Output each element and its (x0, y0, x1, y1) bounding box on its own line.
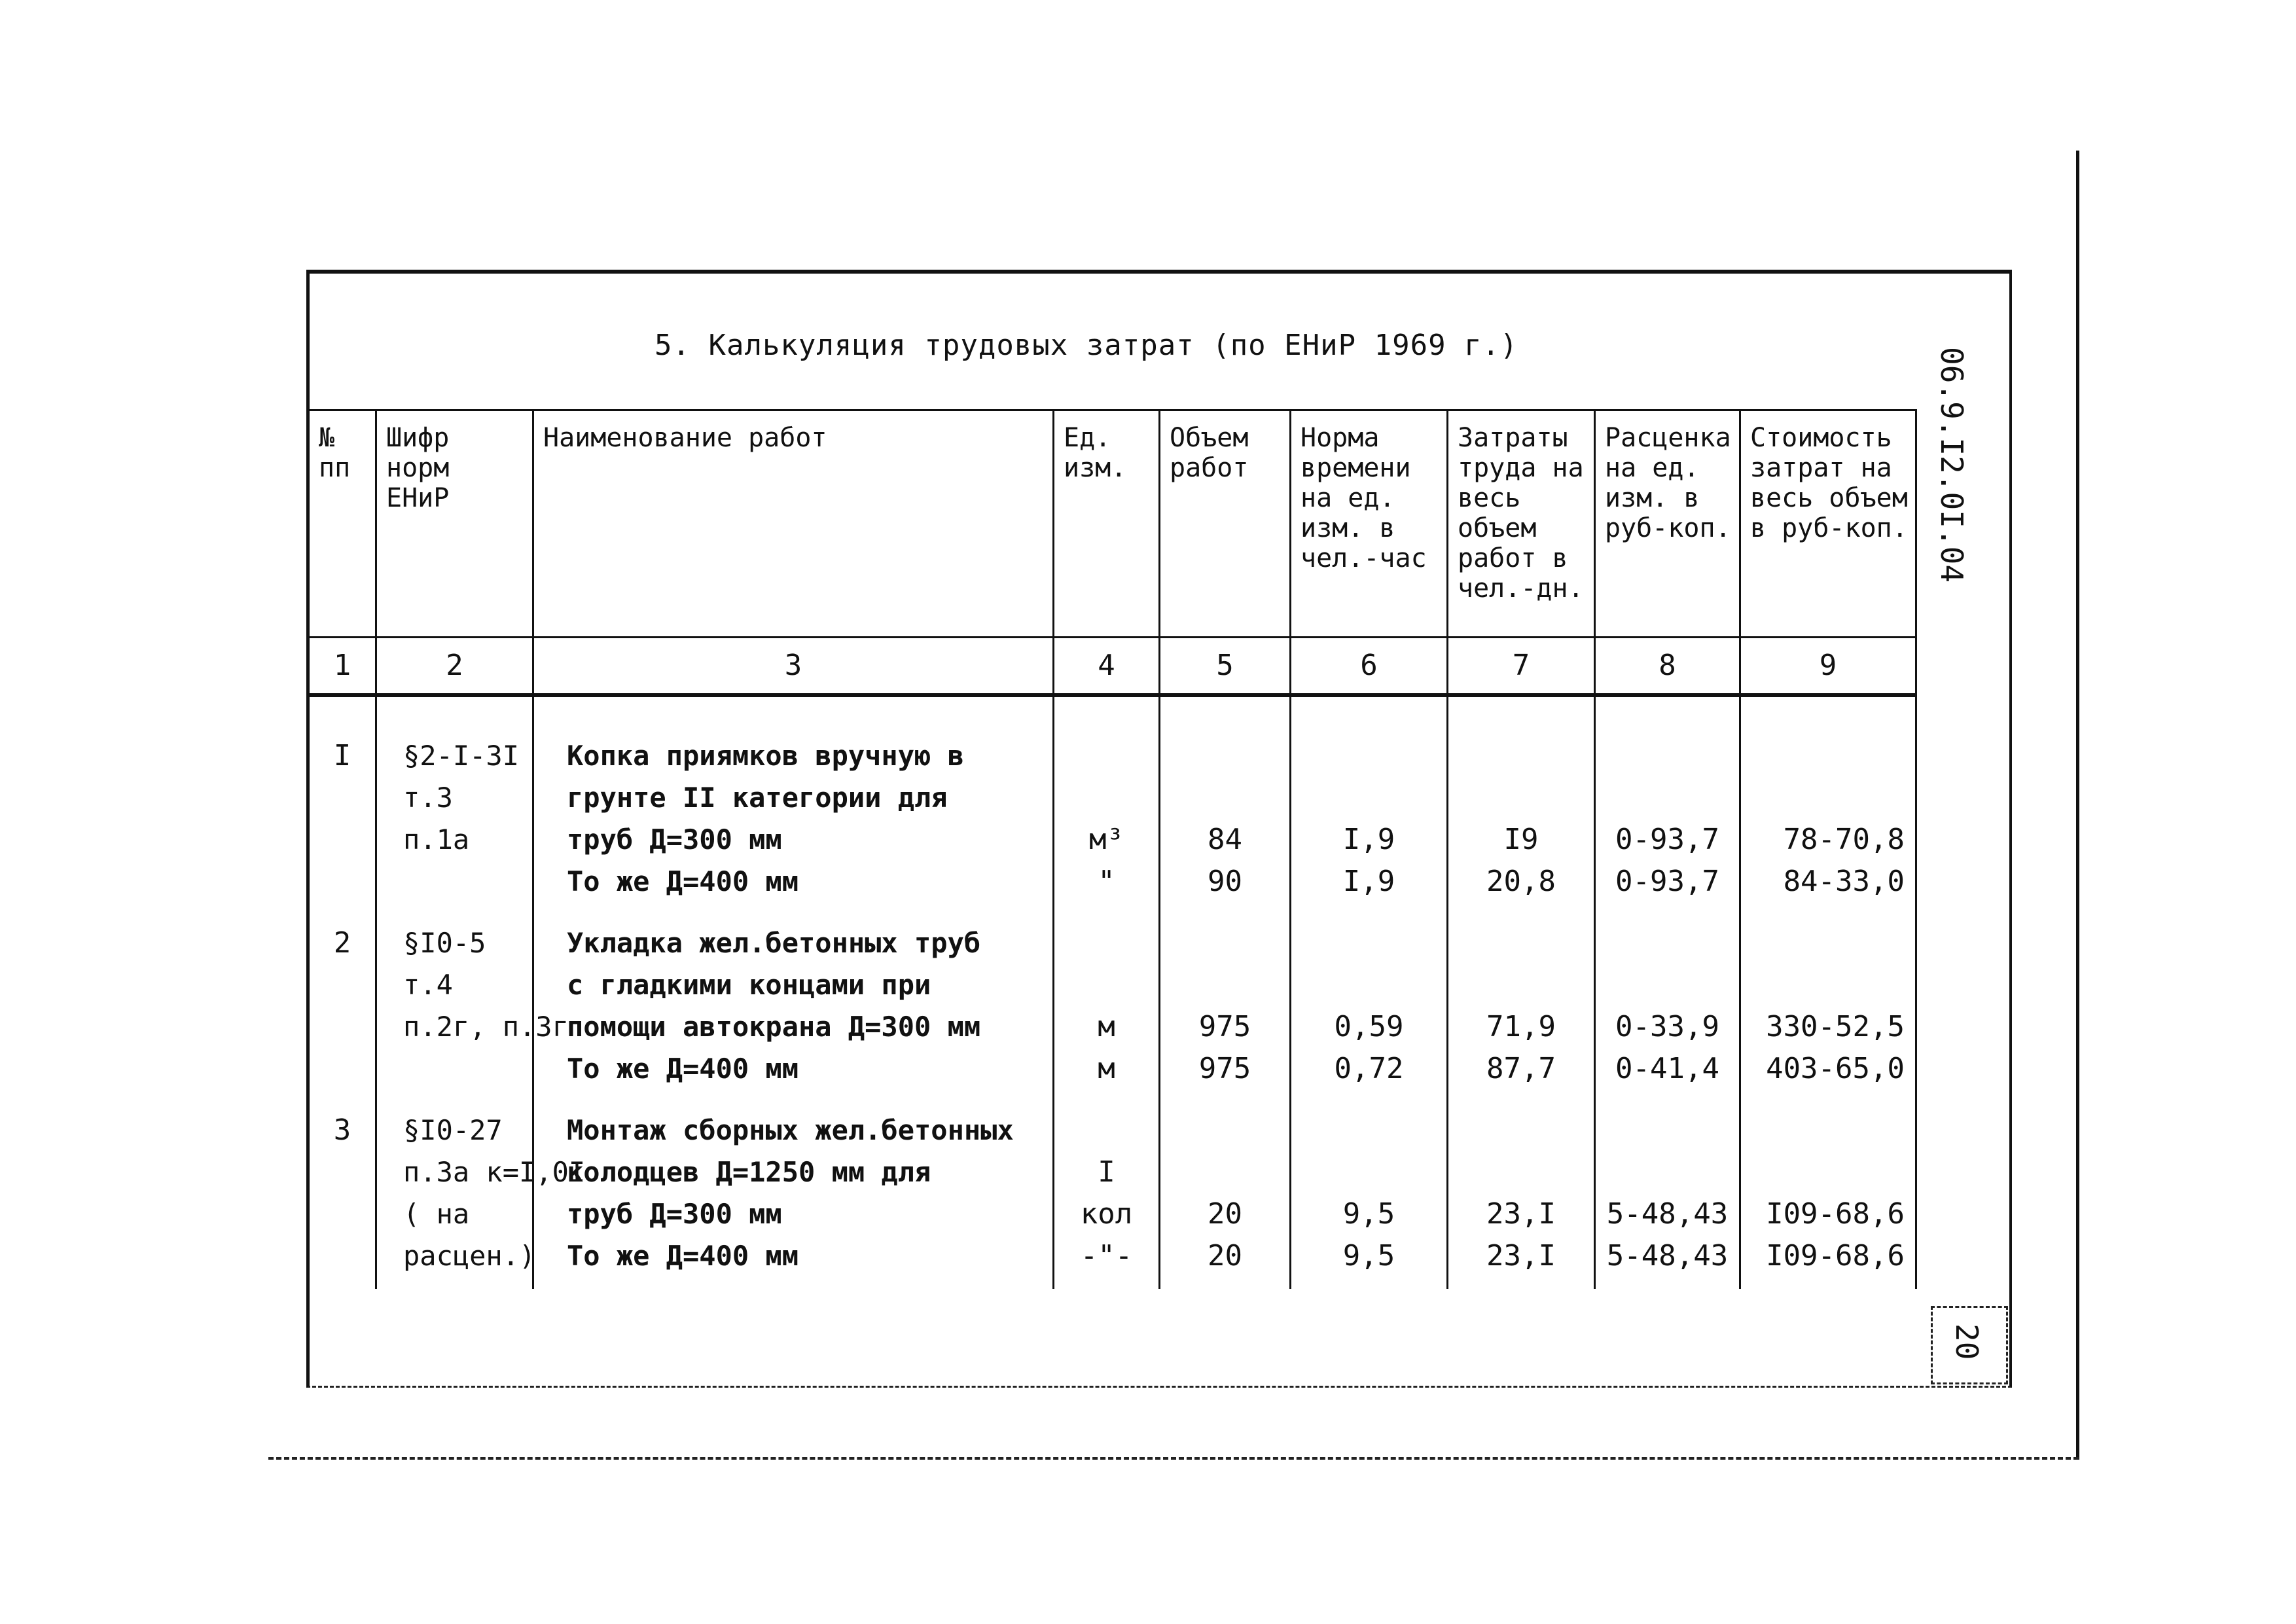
table-cell-cost (1740, 903, 1916, 1090)
cell-line (310, 777, 375, 819)
cell-line (1054, 964, 1158, 1006)
cell-line (1741, 922, 1915, 964)
cell-line: 330-52,5 (1766, 1010, 1905, 1043)
cell-line (1741, 964, 1915, 1006)
cell-line: 71,9 (1486, 1010, 1556, 1043)
cell-line (1596, 922, 1739, 964)
cell-line: §I0-27 (403, 1114, 503, 1146)
cell-line: 78-70,8 (1783, 823, 1905, 856)
cell-line: м (1098, 1052, 1115, 1085)
cell-line: 23,I (1486, 1197, 1556, 1231)
cell-line (1596, 1110, 1739, 1151)
cell-line: 0-33,9 (1615, 1010, 1719, 1043)
cell-line: -"- (1080, 1239, 1133, 1272)
cell-line: п.3а к=I,0I (403, 1156, 586, 1188)
cell-line: 2 (333, 926, 351, 960)
table-cell-num (309, 903, 376, 1090)
cell-line: п.2г, п.3г (403, 1011, 569, 1043)
cell-line: 20,8 (1486, 865, 1556, 898)
cell-line: 0-93,7 (1615, 865, 1719, 898)
cell-line (1291, 964, 1446, 1006)
header-cell: Стоимость затрат на весь объем в руб-коп. (1740, 410, 1916, 638)
cell-line: т.3 (403, 782, 453, 814)
column-number: 6 (1291, 638, 1448, 696)
cell-line (377, 861, 532, 903)
cell-line: I09-68,6 (1766, 1197, 1905, 1231)
table-cell-name (533, 695, 1054, 903)
cell-line (377, 1048, 532, 1090)
cell-line (1291, 1151, 1446, 1193)
header-cell: Шифр норм ЕНиР (376, 410, 533, 638)
table-cell-unit (1054, 695, 1160, 903)
cell-line (1160, 922, 1289, 964)
cell-line: кол (1080, 1197, 1133, 1231)
cell-line: 0-93,7 (1615, 823, 1719, 856)
cell-line (1448, 735, 1594, 777)
header-cell: № пп (309, 410, 376, 638)
cell-line (1741, 1151, 1915, 1193)
cell-line (310, 1151, 375, 1193)
cell-line: 403-65,0 (1766, 1052, 1905, 1085)
cell-line: п.1а (403, 823, 470, 856)
cell-line: 0,59 (1334, 1010, 1404, 1043)
cell-line: колодцев Д=1250 мм для (567, 1156, 931, 1188)
cell-line (1448, 1151, 1594, 1193)
cell-line: труб Д=300 мм (567, 1198, 782, 1230)
cell-line: грунте II категории для (567, 782, 948, 814)
cell-line: труб Д=300 мм (567, 823, 782, 856)
cell-line (1054, 735, 1158, 777)
table-cell-volume (1160, 903, 1291, 1090)
cell-line: ( на (403, 1198, 470, 1230)
cell-line: §2-I-3I (403, 740, 520, 772)
table-cell-volume (1160, 695, 1291, 903)
cell-line (1448, 1110, 1594, 1151)
header-cell: Расценка на ед. изм. в руб-коп. (1595, 410, 1740, 638)
cell-line (1160, 777, 1289, 819)
cell-line (310, 964, 375, 1006)
cell-line (1160, 735, 1289, 777)
cell-line: I,9 (1342, 823, 1395, 856)
cell-line (1448, 922, 1594, 964)
table-body (309, 695, 1916, 1289)
table-cell-code (376, 1090, 586, 1289)
cell-line: 90 (1208, 865, 1242, 898)
table-row (309, 1090, 1916, 1289)
cell-line: То же Д=400 мм (567, 1240, 799, 1272)
cell-line: 9,5 (1342, 1197, 1395, 1231)
table-cell-code (376, 903, 569, 1090)
cell-line (310, 861, 375, 903)
header-cell: Норма времени на ед. изм. в чел.-час (1291, 410, 1448, 638)
cell-line: 84 (1208, 823, 1242, 856)
column-number: 1 (309, 638, 376, 696)
table-cell-name (533, 1090, 1054, 1289)
column-number: 2 (376, 638, 533, 696)
cell-line (1741, 1110, 1915, 1151)
cell-line: 975 (1198, 1010, 1251, 1043)
cell-line (310, 819, 375, 861)
cell-line (1596, 777, 1739, 819)
page-number: 20 (1949, 1324, 1984, 1360)
table-cell-labor (1448, 1090, 1595, 1289)
header-cell: Затраты труда на весь объем работ в чел.-дн. (1448, 410, 1595, 638)
table-cell-unit (1054, 903, 1160, 1090)
table-cell-norm (1291, 1090, 1448, 1289)
cell-line: То же Д=400 мм (567, 1053, 799, 1085)
cell-line: 3 (333, 1113, 351, 1147)
cell-line: т.4 (403, 969, 453, 1001)
cell-line: 975 (1198, 1052, 1251, 1085)
cell-line (1291, 922, 1446, 964)
cell-line (1054, 777, 1158, 819)
cell-line (1291, 735, 1446, 777)
cell-line (1054, 922, 1158, 964)
table-cell-cost (1740, 695, 1916, 903)
table-cell-num (309, 695, 376, 903)
cell-line (1160, 964, 1289, 1006)
margin-line-bottom (268, 1457, 2079, 1460)
cell-line: 5-48,43 (1606, 1239, 1729, 1272)
cell-line: 9,5 (1342, 1239, 1395, 1272)
table-cell-norm (1291, 903, 1448, 1090)
cell-line (310, 1235, 375, 1277)
cell-line: I (333, 739, 351, 772)
column-number: 9 (1740, 638, 1916, 696)
column-number: 3 (533, 638, 1054, 696)
cell-line: 0-41,4 (1615, 1052, 1719, 1085)
cell-line (1291, 1110, 1446, 1151)
table-cell-rate (1595, 903, 1740, 1090)
table-cell-code (376, 695, 533, 903)
cell-line: 84-33,0 (1783, 865, 1905, 898)
cell-line: " (1098, 865, 1115, 898)
table-row (309, 695, 1916, 903)
cell-line (1596, 735, 1739, 777)
cell-line (1448, 964, 1594, 1006)
cell-line: помощи автокрана Д=300 мм (567, 1011, 981, 1043)
column-number-row (309, 638, 1916, 696)
table-header-row (309, 410, 1916, 638)
cell-line: I9 (1503, 823, 1539, 856)
cell-line (1054, 1110, 1158, 1151)
column-number: 8 (1595, 638, 1740, 696)
cell-line: I09-68,6 (1766, 1239, 1905, 1272)
cell-line (1160, 1110, 1289, 1151)
cell-line: §I0-5 (403, 927, 486, 959)
cell-line: Копка приямков вручную в (567, 740, 964, 772)
cell-line (1741, 777, 1915, 819)
cell-line: 5-48,43 (1606, 1197, 1729, 1231)
cell-line (1160, 1151, 1289, 1193)
cell-line (1741, 735, 1915, 777)
header-cell: Наименование работ (533, 410, 1054, 638)
table-cell-num (309, 1090, 376, 1289)
cell-line: I,9 (1342, 865, 1395, 898)
table-cell-volume (1160, 1090, 1291, 1289)
document-title: 5. Калькуляция трудовых затрат (по ЕНиР 1969 г.) (655, 329, 1518, 362)
cell-line (310, 1006, 375, 1048)
cell-line: Монтаж сборных жел.бетонных (567, 1114, 1014, 1146)
cell-line: 23,I (1486, 1239, 1556, 1272)
column-number: 4 (1054, 638, 1160, 696)
header-cell: Объем работ (1160, 410, 1291, 638)
cell-line: То же Д=400 мм (567, 865, 799, 897)
table-cell-rate (1595, 1090, 1740, 1289)
table-cell-labor (1448, 903, 1595, 1090)
cell-line: Укладка жел.бетонных труб (567, 927, 981, 959)
labor-cost-table (308, 409, 1917, 1289)
cell-line (1291, 777, 1446, 819)
table-row (309, 903, 1916, 1090)
table-cell-rate (1595, 695, 1740, 903)
cell-line: 0,72 (1334, 1052, 1404, 1085)
cell-line: м³ (1089, 823, 1124, 856)
cell-line (1596, 1151, 1739, 1193)
header-cell: Ед. изм. (1054, 410, 1160, 638)
table-cell-labor (1448, 695, 1595, 903)
cell-line: 20 (1208, 1197, 1242, 1231)
cell-line: I (1098, 1155, 1115, 1189)
column-number: 7 (1448, 638, 1595, 696)
table-cell-unit (1054, 1090, 1160, 1289)
table-cell-cost (1740, 1090, 1916, 1289)
column-number: 5 (1160, 638, 1291, 696)
cell-line: 20 (1208, 1239, 1242, 1272)
cell-line: м (1098, 1010, 1115, 1043)
document-code: 06.9.I2.0I.04 (1934, 347, 1969, 583)
cell-line (310, 1048, 375, 1090)
cell-line: 87,7 (1486, 1052, 1556, 1085)
table-cell-norm (1291, 695, 1448, 903)
cell-line (310, 1193, 375, 1235)
margin-line-right (2076, 151, 2079, 1460)
cell-line (1596, 964, 1739, 1006)
table-cell-name (533, 903, 1054, 1090)
cell-line: расцен.) (403, 1240, 536, 1272)
cell-line: с гладкими концами при (567, 969, 931, 1001)
cell-line (1448, 777, 1594, 819)
